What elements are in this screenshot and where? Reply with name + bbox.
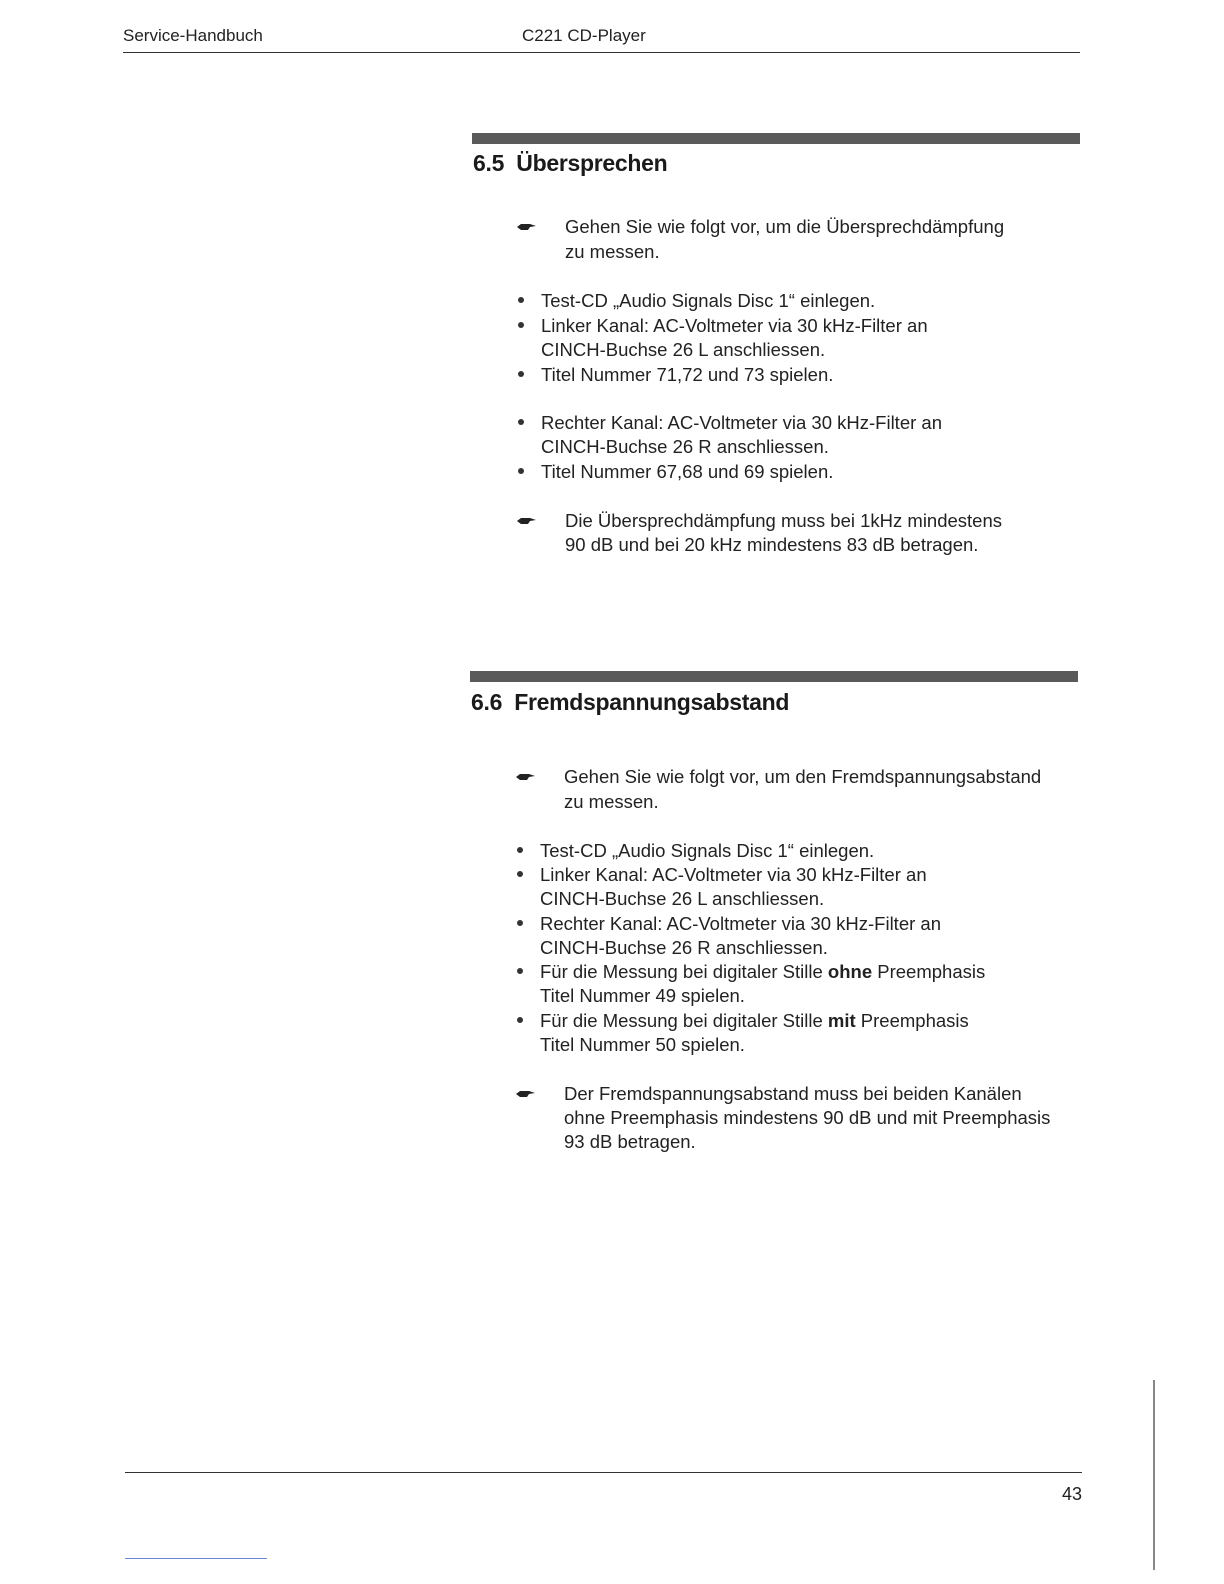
- bullet-icon: [518, 322, 524, 328]
- bullet-icon: [518, 297, 524, 303]
- intro-line: zu messen.: [565, 241, 660, 262]
- header-center: C221 CD-Player: [522, 26, 646, 45]
- list-item: Titel Nummer 49 spielen.: [540, 985, 745, 1006]
- intro-line: zu messen.: [564, 791, 659, 812]
- note-line: 93 dB betragen.: [564, 1131, 696, 1152]
- note-line: Der Fremdspannungsabstand muss bei beiden Kanälen: [564, 1083, 1022, 1104]
- list-item-text: Preemphasis: [872, 961, 986, 982]
- header-rule: [123, 52, 1080, 53]
- section-heading-6-5: [473, 150, 667, 177]
- emphasis-ohne: ohne: [827, 961, 873, 982]
- section-bar-6-5: [472, 133, 1080, 144]
- section-bar-6-6: [470, 671, 1078, 682]
- header-left: Service-Handbuch: [123, 26, 263, 45]
- section-number: 6.5: [473, 150, 505, 176]
- list-item: Rechter Kanal: AC-Voltmeter via 30 kHz-Filter an: [540, 913, 941, 934]
- list-item: CINCH-Buchse 26 R anschliessen.: [540, 937, 828, 958]
- intro-line: Gehen Sie wie folgt vor, um den Fremdspannungsabstand: [564, 766, 1042, 787]
- pointing-hand-icon: [517, 516, 537, 526]
- list-item: Titel Nummer 67,68 und 69 spielen.: [541, 461, 834, 482]
- list-item: Titel Nummer 50 spielen.: [540, 1034, 745, 1055]
- bullet-icon: [517, 871, 523, 877]
- note-line: Die Übersprechdämpfung muss bei 1kHz mindestens: [565, 510, 1003, 531]
- list-item: Test-CD „Audio Signals Disc 1“ einlegen.: [540, 840, 875, 861]
- footer-rule: [125, 1472, 1082, 1473]
- page-number: 43: [1062, 1484, 1083, 1504]
- list-item: [540, 1009, 969, 1033]
- decorative-line: [125, 1558, 267, 1559]
- section-number: 6.6: [471, 689, 503, 715]
- pointing-hand-icon: [516, 772, 536, 782]
- pointing-hand-icon: [517, 222, 537, 232]
- list-item: Titel Nummer 71,72 und 73 spielen.: [541, 364, 834, 385]
- page-edge: [1153, 1380, 1155, 1570]
- bullet-icon: [517, 920, 523, 926]
- section-title: Übersprechen: [516, 150, 668, 176]
- bullet-icon: [518, 419, 524, 425]
- emphasis-mit: mit: [827, 1010, 856, 1031]
- list-item: Rechter Kanal: AC-Voltmeter via 30 kHz-Filter an: [541, 412, 942, 433]
- intro-line: Gehen Sie wie folgt vor, um die Übersprechdämpfung: [565, 216, 1005, 237]
- bullet-icon: [518, 468, 524, 474]
- list-item-text: Preemphasis: [855, 1010, 969, 1031]
- bullet-icon: [517, 1017, 523, 1023]
- note-line: 90 dB und bei 20 kHz mindestens 83 dB betragen.: [565, 534, 979, 555]
- list-item: CINCH-Buchse 26 R anschliessen.: [541, 436, 829, 457]
- bullet-icon: [517, 968, 523, 974]
- pointing-hand-icon: [516, 1089, 536, 1099]
- list-item-text: Für die Messung bei digitaler Stille: [540, 961, 828, 982]
- list-item-text: Für die Messung bei digitaler Stille: [540, 1010, 828, 1031]
- list-item: Test-CD „Audio Signals Disc 1“ einlegen.: [541, 290, 876, 311]
- note-line: ohne Preemphasis mindestens 90 dB und mit Preemphasis: [564, 1107, 1051, 1128]
- list-item: Linker Kanal: AC-Voltmeter via 30 kHz-Filter an: [540, 864, 927, 885]
- bullet-icon: [518, 371, 524, 377]
- section-heading-6-6: [471, 689, 789, 716]
- bullet-icon: [517, 847, 523, 853]
- list-item: CINCH-Buchse 26 L anschliessen.: [540, 888, 825, 909]
- list-item: [540, 960, 985, 984]
- list-item: Linker Kanal: AC-Voltmeter via 30 kHz-Filter an: [541, 315, 928, 336]
- list-item: CINCH-Buchse 26 L anschliessen.: [541, 339, 826, 360]
- section-title: Fremdspannungsabstand: [514, 689, 790, 715]
